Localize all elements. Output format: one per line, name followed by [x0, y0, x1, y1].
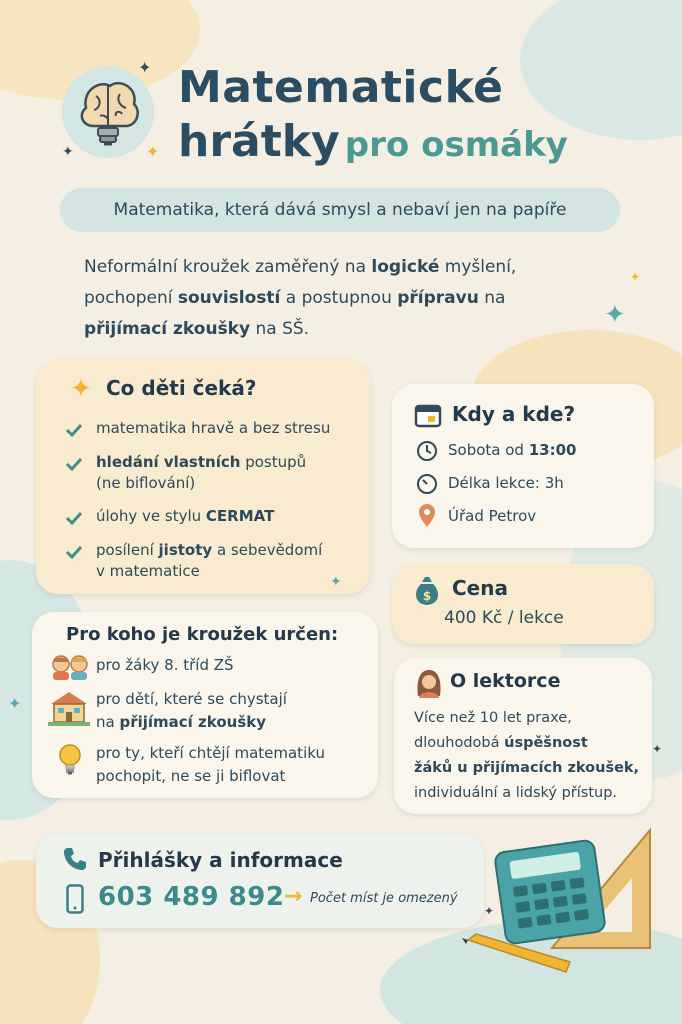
lecturer-heading: O lektorce	[450, 670, 561, 692]
when-place: Úřad Petrov	[448, 507, 537, 525]
when-duration: Délka lekce: 3h	[448, 474, 564, 492]
audience-item: pro žáky 8. tříd ZŠ	[96, 656, 234, 674]
title-main: hrátky	[178, 116, 340, 167]
lightbulb-icon	[58, 744, 82, 778]
expect-heading: Co děti čeká?	[106, 376, 257, 400]
audience-card	[32, 612, 378, 798]
check-icon	[64, 508, 84, 528]
title-sub: pro osmáky	[344, 125, 568, 165]
svg-text:$: $	[422, 589, 432, 603]
price-value: 400 Kč / lekce	[444, 608, 564, 628]
check-icon	[64, 454, 84, 474]
phone-handset-icon	[62, 846, 88, 872]
mobile-phone-icon	[66, 884, 84, 914]
math-tools-illustration	[460, 820, 666, 980]
money-bag-icon	[412, 574, 442, 608]
sparkle-icon: ✦	[8, 694, 22, 713]
expect-card	[36, 360, 370, 594]
price-heading: Cena	[452, 576, 508, 600]
children-icon	[48, 654, 92, 680]
sparkle-icon: ✦	[330, 574, 342, 590]
arrow-right-icon: →	[284, 884, 303, 909]
audience-item: pro ty, kteří chtějí matematiku pochopit, ne se ji biflovat	[96, 744, 325, 785]
location-pin-icon	[418, 504, 436, 528]
check-icon	[64, 542, 84, 562]
clock-icon	[416, 473, 438, 495]
sparkle-icon: ✦	[138, 58, 152, 77]
lecturer-text: Více než 10 let praxe, dlouhodobá úspěšnost žáků u přijímacích zkoušek, individuální a lidský přístup.	[414, 710, 640, 801]
school-icon	[48, 688, 90, 726]
sparkle-icon: ✦	[484, 904, 495, 918]
lecturer-card	[394, 658, 652, 814]
clock-icon	[416, 440, 438, 462]
sparkle-icon: ✦	[146, 142, 160, 161]
expect-item: hledání vlastních postupů (ne biflování)	[96, 453, 307, 492]
audience-heading: Pro koho je kroužek určen:	[66, 624, 339, 645]
page-title-line1: Matematické	[178, 62, 504, 113]
tagline: Matematika, která dává smysl a nebaví jen na papíře	[60, 188, 620, 232]
sparkle-icon: ✦	[652, 742, 663, 756]
price-card	[392, 564, 654, 644]
sparkle-icon: ✦	[70, 374, 92, 404]
calculator-icon	[494, 839, 606, 944]
when-card	[392, 384, 654, 548]
audience-item: pro dětí, které se chystají na přijímací zkoušky	[96, 690, 287, 731]
contact-phone[interactable]: 603 489 892	[98, 882, 285, 912]
sparkle-icon: ✦	[62, 144, 74, 160]
expect-item: posílení jistoty a sebevědomí v matematice	[96, 541, 323, 580]
intro-text: Neformální kroužek zaměřený na logické myšlení, pochopení souvislostí a postupnou přípravu na přijímací zkoušky na SŠ.	[84, 257, 517, 339]
expect-item: úlohy ve stylu CERMAT	[96, 507, 275, 525]
page-title-line2	[178, 116, 568, 167]
expect-item: matematika hravě a bez stresu	[96, 419, 331, 437]
sparkle-icon: ✦	[630, 270, 641, 284]
when-heading: Kdy a kde?	[452, 402, 576, 426]
contact-heading: Přihlášky a informace	[98, 848, 343, 872]
woman-avatar-icon	[414, 668, 444, 698]
check-icon	[64, 420, 84, 440]
calendar-icon	[414, 402, 442, 428]
contact-card	[36, 834, 484, 928]
when-time: Sobota od 13:00	[448, 441, 577, 459]
sparkle-icon: ✦	[604, 300, 626, 330]
contact-note: Počet míst je omezený	[310, 891, 458, 906]
